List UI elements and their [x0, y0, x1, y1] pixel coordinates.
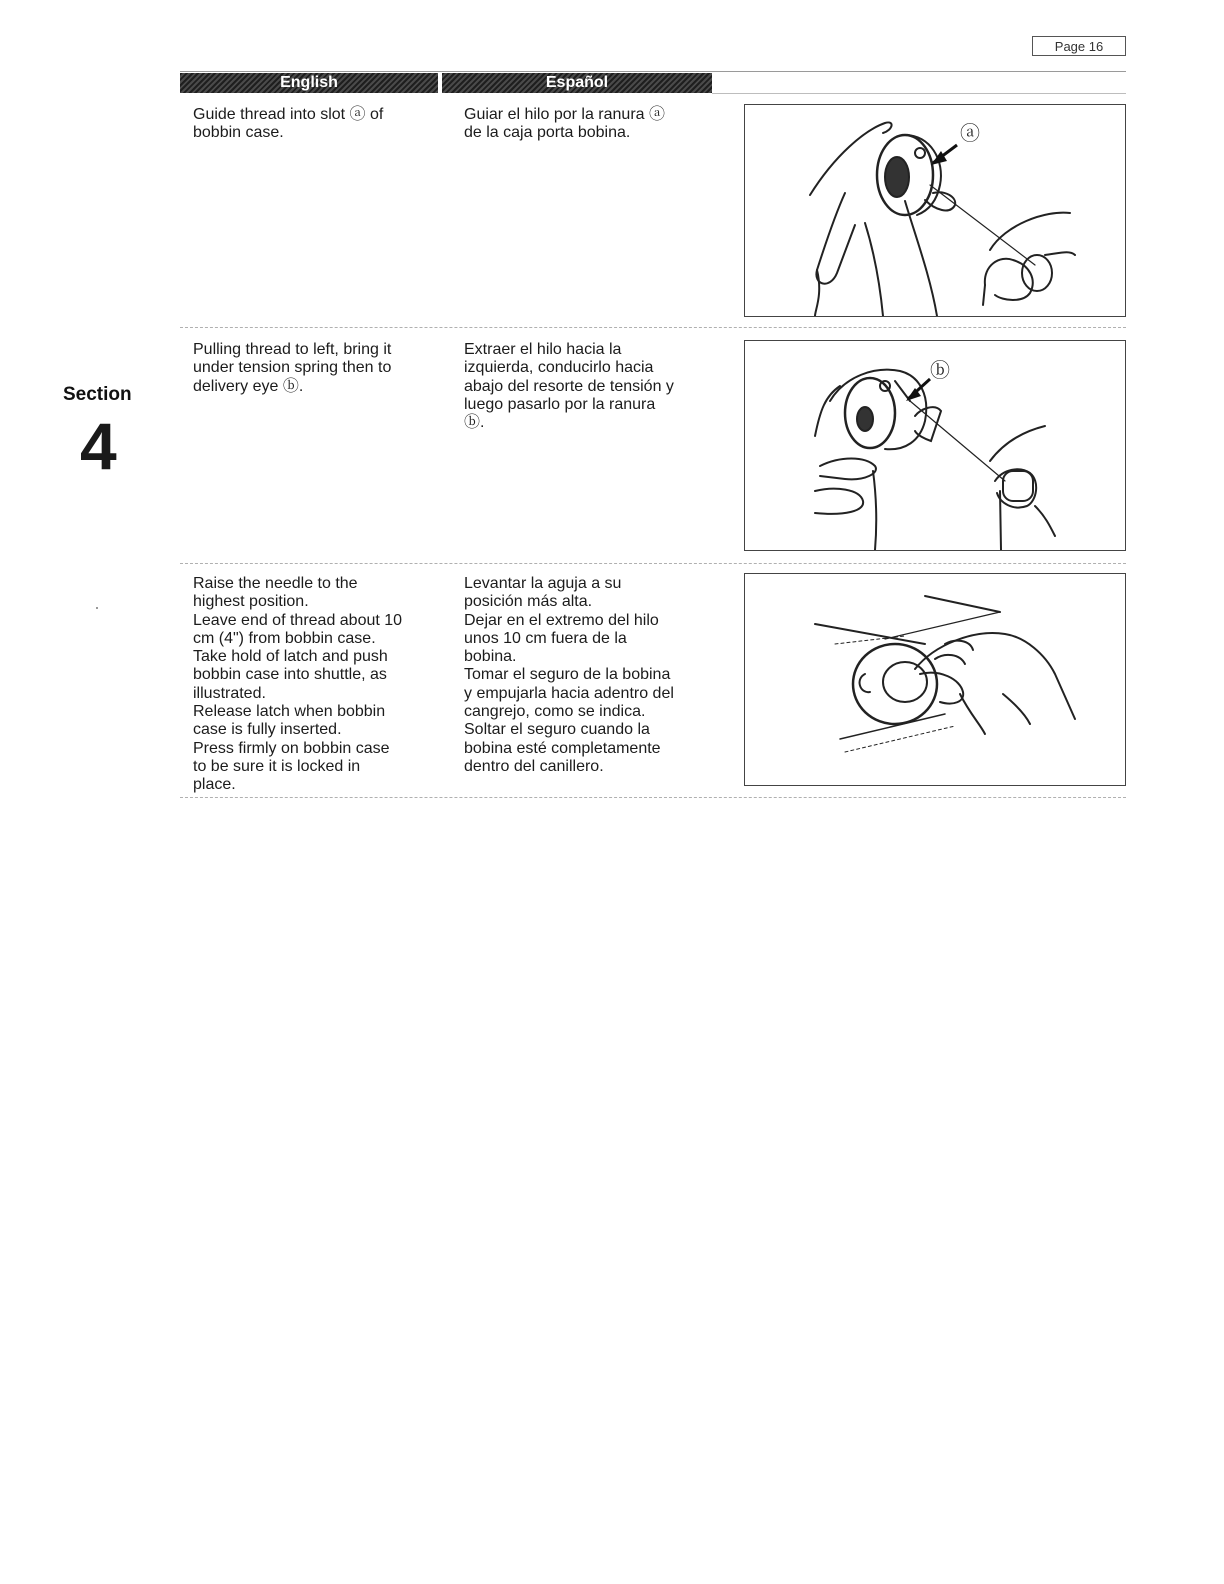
tension-spring-illustration	[745, 341, 1125, 550]
step-divider-2	[180, 563, 1126, 564]
step-3-spanish-text: Levantar la aguja a su posición más alta. Dejar en el extremo del hilo unos 10 cm fuera de la bobina. Tomar el seguro de la bobina y empujarla hacia adentro del cangrejo, como se indica. Soltar el seguro cuando la bobina esté completamente dentro del canillero.	[464, 575, 674, 775]
english-column-header: English	[180, 73, 438, 93]
marker-b-label: ⓑ	[930, 360, 950, 382]
section-number: 4	[80, 409, 117, 483]
step-2-spanish-text: Extraer el hilo hacia la izquierda, conducirlo hacia abajo del resorte de tensión y luego pasarlo por la ranura ⓑ.	[464, 341, 674, 432]
insert-bobbin-case-illustration	[745, 574, 1125, 785]
header-underline	[712, 93, 1126, 94]
step-2-english-text: Pulling thread to left, bring it under tension spring then to delivery eye ⓑ.	[193, 341, 392, 395]
step-1-figure	[744, 104, 1126, 317]
scan-speck	[96, 607, 98, 609]
step-3-figure	[744, 573, 1126, 786]
step-divider-1	[180, 327, 1126, 328]
header-rule	[180, 71, 1126, 72]
page-number: Page 16	[1032, 36, 1126, 56]
marker-a-label: ⓐ	[960, 123, 980, 145]
section-label: Section	[63, 384, 132, 405]
step-1-english-text: Guide thread into slot ⓐ of bobbin case.	[193, 106, 384, 142]
step-divider-3	[180, 797, 1126, 798]
spanish-column-header: Español	[442, 73, 712, 93]
step-1-spanish-text: Guiar el hilo por la ranura ⓐ de la caja porta bobina.	[464, 106, 665, 142]
bobbin-case-slot-illustration	[745, 105, 1125, 316]
step-3-english-text: Raise the needle to the highest position. Leave end of thread about 10 cm (4") from bobbin case. Take hold of latch and push bobbin case into shuttle, as illustrated. Release latch when bobbin case is fully inserted. Press firmly on bobbin case to be sure it is locked in place.	[193, 575, 403, 794]
step-2-figure	[744, 340, 1126, 551]
